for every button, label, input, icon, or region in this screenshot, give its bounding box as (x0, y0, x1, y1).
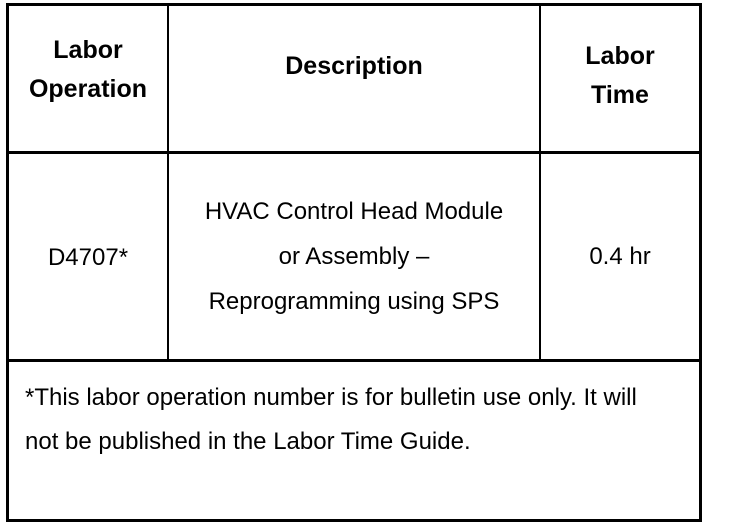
header-labor-time (541, 6, 699, 151)
table-row-description-cell (169, 154, 539, 359)
header-description-label: Description (285, 52, 423, 80)
labor-operation-code: D4707* (47, 244, 129, 271)
header-labor-time-label: Labor Time (585, 41, 655, 109)
header-description (169, 6, 539, 151)
table-row-time-cell (541, 154, 699, 359)
footnote: *This labor operation number is for bulletin use only. It will not be published in the Labor Time Guide. (25, 384, 637, 455)
labor-time-table (6, 3, 702, 522)
labor-operation-description: HVAC Control Head Module or Assembly – Reprogramming using SPS (204, 198, 504, 315)
row-divider-body (9, 359, 699, 362)
header-labor-operation (9, 6, 167, 151)
table-row-operation-cell (9, 154, 167, 359)
header-labor-operation-label: Labor Operation (28, 35, 148, 103)
labor-time-value: 0.4 hr (589, 243, 651, 270)
